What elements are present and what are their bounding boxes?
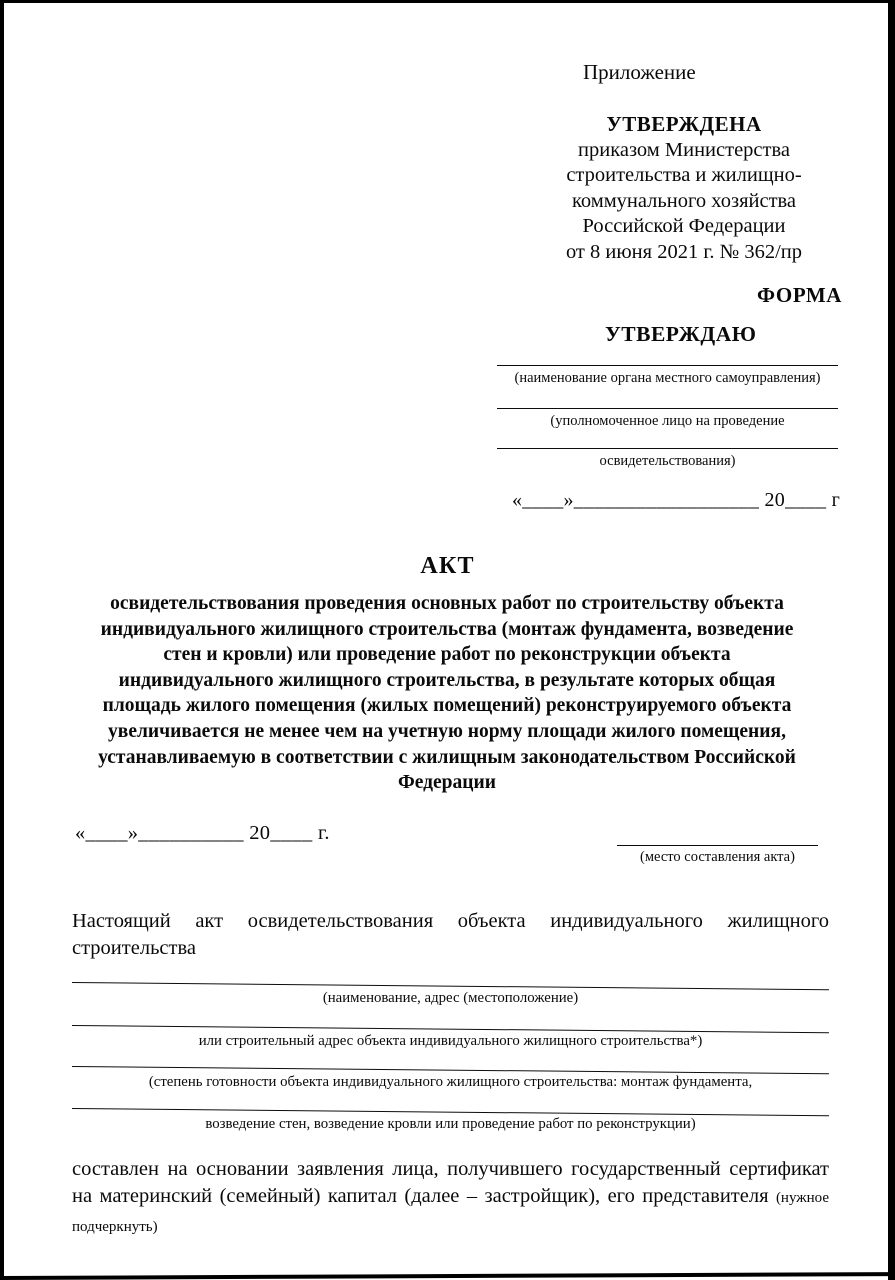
field-caption: или строительный адрес объекта индивидуального жилищного строительства*) [198,1033,703,1049]
act-date-line[interactable]: «____»__________ 20____ г. [75,822,330,844]
approved-by-heading: УТВЕРЖДЕНА [606,112,762,136]
act-title: АКТ [420,553,475,579]
approval-date-line[interactable]: «____»__________________ 20____ г [512,489,841,511]
scan-edge-right [888,0,895,1280]
body-paragraph-1: Настоящий акт освидетельствования объекта индивидуального жилищного строительства [72,910,829,959]
approved-by-line-2: строительства и жилищно- [566,164,802,186]
fill-in-rule [617,845,818,846]
field-caption: (наименование, адрес (местоположение) [322,990,579,1006]
field-caption: (уполномоченное лицо на проведение [550,413,785,429]
approve-label: УТВЕРЖДАЮ [605,322,757,346]
field-caption: освидетельствования) [599,453,736,469]
body-paragraph-2-text: составлен на основании заявления лица, получившего государственный сертификат на материнский (семейный) капитал (далее – застройщик), его представителя [72,1158,829,1207]
field-caption: (место составления акта) [640,849,795,865]
fill-in-rule [497,365,838,366]
field-caption: (степень готовности объекта индивидуального жилищного строительства: монтаж фундамента, [148,1074,753,1090]
scan-edge-bottom [0,1272,895,1280]
field-caption: возведение стен, возведение кровли или проведение работ по реконструкции) [205,1116,696,1132]
appendix-label: Приложение [583,60,696,84]
form-label: ФОРМА [757,283,843,307]
body-paragraph-2-note: (нужное подчеркнуть) [72,1190,829,1235]
scan-edge-top [0,0,895,3]
approved-by-block [519,112,849,265]
scan-edge-left [0,0,4,1280]
approved-by-line-1: приказом Министерства [578,138,790,161]
approved-by-line-3: коммунального хозяйства [571,189,797,212]
act-description: освидетельствования проведения основных работ по строительству объекта индивидуального жилищного строительства (монтаж фундамента, возведение стен и кровли) или проведение работ по реконструкции объекта индивидуального жилищного строительства, в результате которых общая площадь жилого помещения (жилых помещений) реконструируемого объекта увеличивается не менее чем на учетную норму площади жилого помещения, устанавливаемую в соответствии с жилищным законодательством Российской Федерации [98,593,796,794]
approved-by-line-5: от 8 июня 2021 г. № 362/пр [565,240,803,263]
fill-in-rule [497,408,838,409]
body-paragraph-2 [72,1156,829,1241]
approved-by-line-4: Российской Федерации [582,215,786,237]
fill-in-rule [497,448,838,449]
field-caption: (наименование органа местного самоуправления) [514,370,821,386]
